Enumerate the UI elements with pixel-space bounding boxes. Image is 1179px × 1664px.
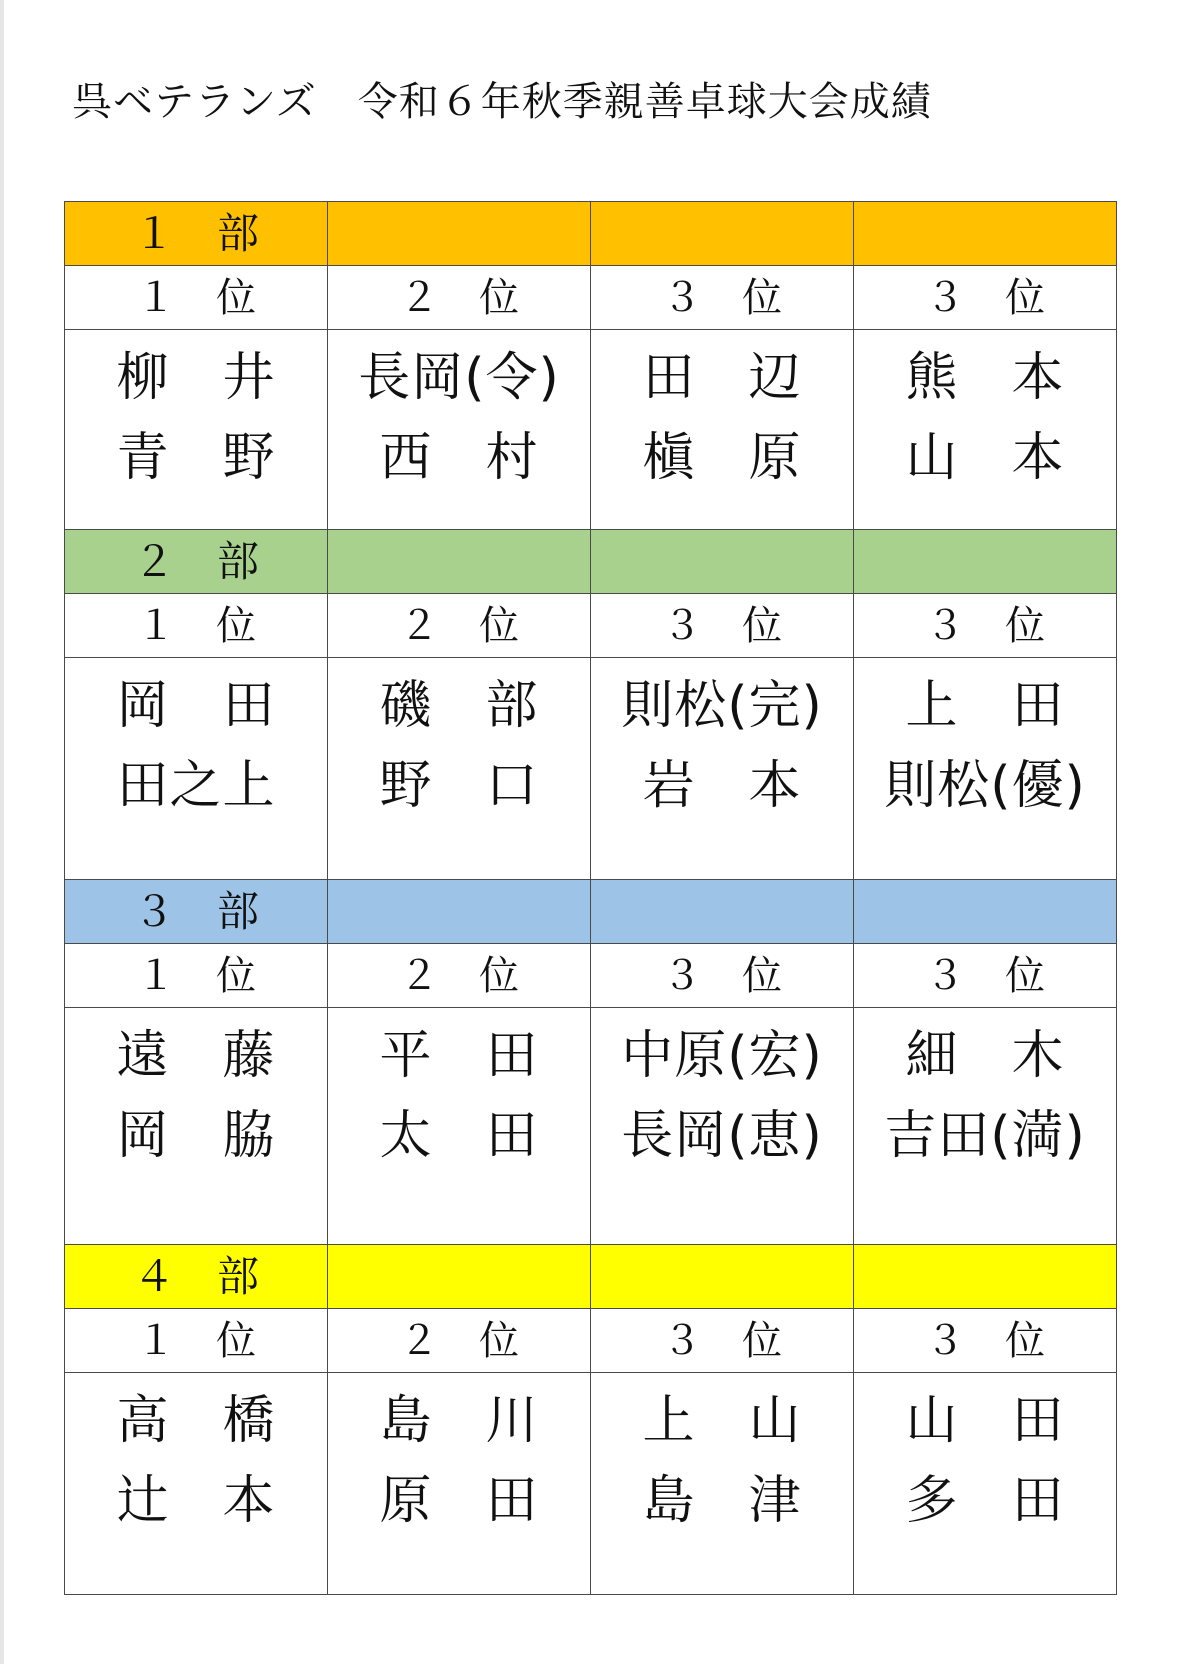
player-name: 平 田 [379,1026,539,1086]
player-name: 岡 脇 [116,1106,276,1166]
pair-cell [328,658,591,880]
player-name: 則松(完) [621,676,823,736]
pair-cell [591,1373,854,1595]
player-name: 島 津 [642,1471,802,1531]
division-header-row [65,880,1117,944]
player-name: 野 口 [379,756,539,816]
division-color-cell [854,530,1117,594]
rank-cell [65,1309,328,1373]
pair-cell [65,1373,328,1595]
rank-row [65,944,1117,1008]
player-pair [328,330,590,498]
division-header-row [65,530,1117,594]
rank-label: １ 位 [136,952,256,999]
player-name: 青 野 [116,428,276,488]
rank-label: ３ 位 [925,1317,1045,1364]
rank-label: ３ 位 [662,602,782,649]
pair-cell [854,1373,1117,1595]
rank-label: １ 位 [136,274,256,321]
player-name: 磯 部 [379,676,539,736]
pair-cell [591,658,854,880]
player-name: 田之上 [116,756,276,816]
pair-cell [854,658,1117,880]
rank-cell [854,1309,1117,1373]
rank-cell [328,594,591,658]
player-pair [328,1008,590,1176]
player-name: 山 本 [905,428,1065,488]
player-name: 上 田 [905,676,1065,736]
player-name: 多 田 [905,1471,1065,1531]
player-name: 柳 井 [116,348,276,408]
player-name: 原 田 [379,1471,539,1531]
player-name: 高 橋 [116,1391,276,1451]
division-label-cell [65,202,328,266]
player-name: 西 村 [379,428,539,488]
pair-cell [854,330,1117,530]
player-pair [591,658,853,826]
pair-cell [591,1008,854,1245]
division-label: ３ 部 [132,886,259,936]
division-color-cell [854,1245,1117,1309]
division-label: １ 部 [132,208,259,258]
rank-cell [591,944,854,1008]
pair-cell [328,330,591,530]
rank-cell [591,1309,854,1373]
player-pair [854,1373,1116,1541]
player-name: 長岡(恵) [621,1106,823,1166]
division-color-cell [591,1245,854,1309]
rank-label: ３ 位 [662,952,782,999]
player-name: 細 木 [905,1026,1065,1086]
names-row [65,330,1117,530]
pair-cell [591,330,854,530]
rank-cell [591,594,854,658]
player-name: 槇 原 [642,428,802,488]
rank-label: ２ 位 [399,274,519,321]
player-pair [65,330,327,498]
division-color-cell [328,202,591,266]
player-pair [328,658,590,826]
rank-cell [854,266,1117,330]
rank-cell [854,594,1117,658]
division-color-cell [854,880,1117,944]
names-row [65,658,1117,880]
rank-label: ３ 位 [662,1317,782,1364]
pair-cell [65,658,328,880]
division-color-cell [328,1245,591,1309]
player-pair [854,1008,1116,1176]
pair-cell [65,330,328,530]
player-pair [854,330,1116,498]
player-name: 岩 本 [642,756,802,816]
player-name: 遠 藤 [116,1026,276,1086]
division-color-cell [328,880,591,944]
rank-cell [65,594,328,658]
division-label-cell [65,1245,328,1309]
pair-cell [65,1008,328,1245]
rank-cell [65,266,328,330]
player-pair [65,1008,327,1176]
rank-cell [328,1309,591,1373]
division-label-cell [65,880,328,944]
rank-label: ３ 位 [925,952,1045,999]
rank-label: ２ 位 [399,1317,519,1364]
rank-label: １ 位 [136,1317,256,1364]
player-name: 太 田 [379,1106,539,1166]
player-pair [65,1373,327,1541]
player-pair [328,1373,590,1541]
results-table [64,201,1117,1595]
pair-cell [328,1373,591,1595]
rank-label: １ 位 [136,602,256,649]
rank-cell [65,944,328,1008]
player-name: 中原(宏) [621,1026,823,1086]
rank-row [65,266,1117,330]
division-label: ４ 部 [132,1251,259,1301]
division-color-cell [591,530,854,594]
player-pair [854,658,1116,826]
player-name: 長岡(令) [358,348,560,408]
rank-label: ３ 位 [925,274,1045,321]
rank-label: ３ 位 [662,274,782,321]
player-pair [591,330,853,498]
rank-cell [328,944,591,1008]
player-name: 上 山 [642,1391,802,1451]
names-row [65,1373,1117,1595]
pair-cell [328,1008,591,1245]
player-pair [65,658,327,826]
player-name: 山 田 [905,1391,1065,1451]
division-label: ２ 部 [132,536,259,586]
page-title: 呉ベテランズ 令和６年秋季親善卓球大会成績 [72,79,932,125]
player-name: 吉田(満) [884,1106,1086,1166]
player-name: 辻 本 [116,1471,276,1531]
player-pair [591,1373,853,1541]
player-name: 岡 田 [116,676,276,736]
division-header-row [65,202,1117,266]
rank-label: ３ 位 [925,602,1045,649]
rank-cell [328,266,591,330]
division-color-cell [591,202,854,266]
rank-row [65,594,1117,658]
rank-row [65,1309,1117,1373]
division-color-cell [854,202,1117,266]
player-pair [591,1008,853,1176]
rank-cell [854,944,1117,1008]
pair-cell [854,1008,1117,1245]
player-name: 田 辺 [642,348,802,408]
rank-label: ２ 位 [399,952,519,999]
player-name: 則松(優) [884,756,1086,816]
division-color-cell [328,530,591,594]
division-header-row [65,1245,1117,1309]
rank-cell [591,266,854,330]
rank-label: ２ 位 [399,602,519,649]
page-left-edge [0,0,4,1664]
player-name: 島 川 [379,1391,539,1451]
names-row [65,1008,1117,1245]
player-name: 熊 本 [905,348,1065,408]
division-color-cell [591,880,854,944]
division-label-cell [65,530,328,594]
